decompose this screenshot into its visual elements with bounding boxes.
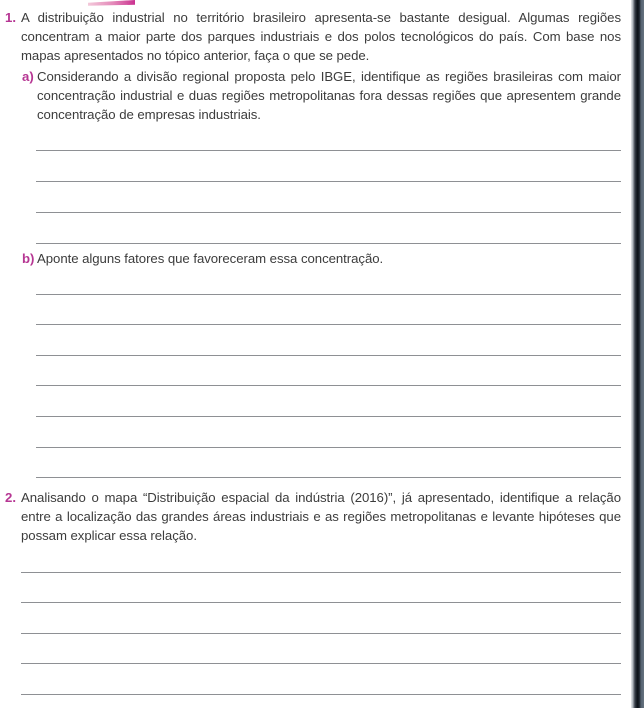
question-1-text: A distribuição industrial no território brasileiro apresenta-se bastante desigual. Algumas regiões concentram a maior parte dos parques industriais e dos polos tecnológicos do país. Com base nos mapas apresentados no tópico anterior, faça o que se pede. — [21, 10, 621, 64]
answer-line — [36, 448, 621, 479]
item-a-label: a) — [22, 69, 34, 84]
scanned-page-edge — [631, 0, 644, 708]
answer-line — [36, 120, 621, 151]
answer-line — [36, 151, 621, 182]
answer-line — [21, 603, 621, 634]
ribbon-tip-decoration — [88, 0, 135, 6]
question-2 — [5, 488, 621, 546]
answer-line — [36, 295, 621, 326]
item-b-answer-lines — [36, 264, 621, 478]
answer-line — [21, 664, 621, 695]
answer-line — [36, 325, 621, 356]
question-1-number: 1. — [5, 10, 16, 25]
answer-line — [36, 213, 621, 244]
answer-line — [36, 386, 621, 417]
answer-line — [36, 264, 621, 295]
item-b-label: b) — [22, 251, 35, 266]
question-1-item-a — [22, 67, 621, 125]
answer-line — [21, 573, 621, 604]
question-1 — [5, 8, 621, 66]
question-2-answer-lines — [21, 542, 621, 695]
item-a-answer-lines — [36, 120, 621, 244]
answer-line — [21, 542, 621, 573]
item-a-text: Considerando a divisão regional proposta pelo IBGE, identifique as regiões brasileiras com maior concentração industrial e duas regiões metropolitanas fora dessas regiões que apresentem grande concentração de empresas industriais. — [37, 69, 621, 123]
answer-line — [36, 182, 621, 213]
answer-line — [36, 417, 621, 448]
question-2-text: Analisando o mapa “Distribuição espacial da indústria (2016)”, já apresentado, identifique a relação entre a localização das grandes áreas industriais e as regiões metropolitanas e levante hipóteses que possam explicar essa relação. — [21, 490, 621, 544]
question-2-number: 2. — [5, 490, 16, 505]
item-b-text: Aponte alguns fatores que favoreceram essa concentração. — [37, 251, 384, 266]
answer-line — [21, 634, 621, 665]
answer-line — [36, 356, 621, 387]
